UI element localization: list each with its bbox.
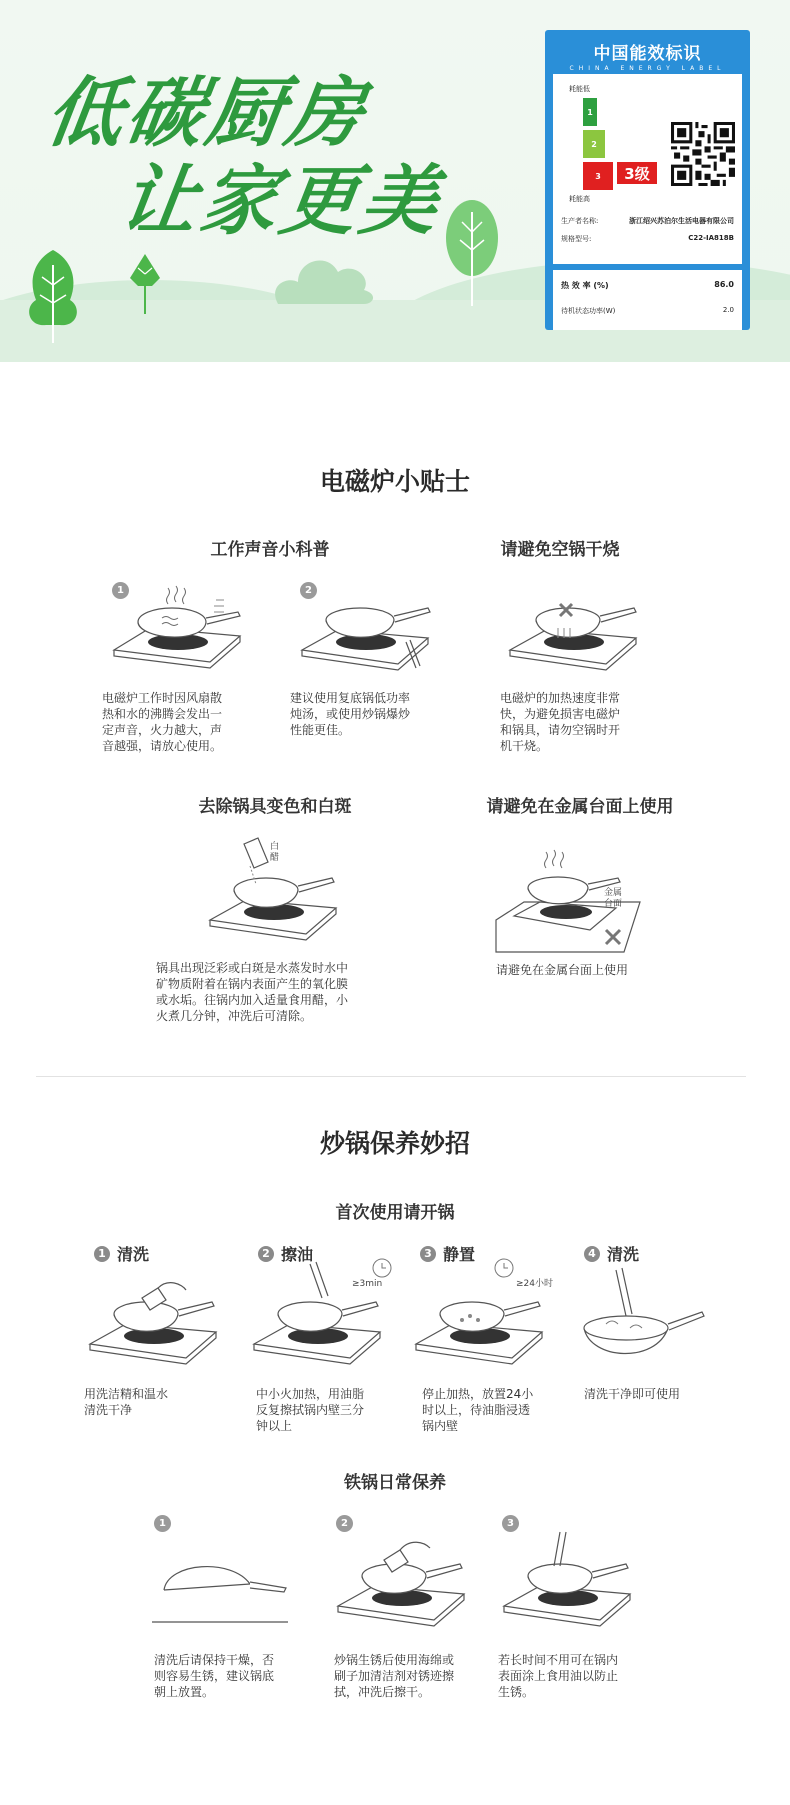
induction-cooktop-pan-illustration	[110, 578, 250, 678]
standby-row	[561, 306, 734, 316]
daily-step-number-1: 1	[154, 1515, 171, 1532]
tree-icon	[442, 198, 502, 308]
daily-step-1-text: 清洗后请保持干燥，否 则容易生锈，建议锅底 朝上放置。	[154, 1653, 275, 1699]
tips-dry-heat-title: 请避免空锅干烧	[500, 540, 620, 560]
tips-dry-heat-text: 电磁炉的加热速度非常 快，为避免损害电磁炉 和锅具，请勿空锅时开 机干烧。	[500, 691, 621, 753]
energy-label-grade-panel	[553, 74, 742, 264]
manufacturer-value: 浙江绍兴苏泊尔生活电器有限公司	[629, 217, 734, 225]
care-step-2-text: 中小火加热，用油脂 反复擦拭锅内壁三分 钟以上	[256, 1387, 365, 1433]
grade-bar-3: 3	[583, 162, 613, 190]
energy-label-subtitle: CHINA ENERGY LABEL	[569, 65, 726, 72]
care-step-4-title: 4 清洗	[584, 1242, 639, 1265]
tips-section-title: 电磁炉小贴士	[319, 467, 470, 496]
step-number-1: 1	[112, 582, 129, 599]
daily-step-3-text: 若长时间不用可在锅内 表面涂上食用油以防止 生锈。	[498, 1653, 619, 1699]
wash-pan-illustration	[86, 1268, 226, 1378]
tips-discoloration-text: 锅具出现泛彩或白斑是水蒸发时水中 矿物质附着在锅内表面产生的氧化膜 或水垢。往锅内加入适量食用醋，小 火煮几分钟，冲洗后可清除。	[156, 961, 349, 1023]
oil-duration-note: ≥3min	[352, 1279, 383, 1289]
grade-bar-2: 2	[583, 130, 605, 158]
tips-metal-surface-text: 请避免在金属台面上使用	[496, 963, 629, 977]
cloud-bush-icon	[268, 246, 378, 306]
hero-banner	[0, 0, 790, 362]
grade-bar-1: 1	[583, 98, 597, 126]
tree-icon	[128, 252, 162, 316]
care-step-3-text: 停止加热，放置24小 时以上，待油脂浸透 锅内壁	[422, 1387, 534, 1433]
tree-icon	[20, 245, 86, 345]
first-use-title: 首次使用请开锅	[335, 1203, 455, 1223]
tips-discoloration-title: 去除锅具变色和白斑	[198, 797, 352, 817]
daily-step-number-2: 2	[336, 1515, 353, 1532]
low-consumption-label: 耗能低	[569, 85, 590, 93]
daily-step-2-text: 炒锅生锈后使用海绵或 刷子加清洁剂对锈迹擦 拭，冲洗后擦干。	[334, 1653, 455, 1699]
model-label: 规格型号:	[561, 235, 592, 243]
model-row	[561, 234, 734, 244]
efficiency-label: 热 效 率 (%)	[561, 281, 609, 290]
care-step-1-text: 用洗洁精和温水 清洗干净	[84, 1387, 169, 1417]
care-step-2-title: 2 擦油	[258, 1242, 313, 1265]
tips-step1-text: 电磁炉工作时因风扇散 热和水的沸腾会发出一 定声音，火力越大，声 音越强，请放心使用。	[102, 691, 223, 753]
section-divider	[36, 1076, 746, 1077]
daily-step-number-3: 3	[502, 1515, 519, 1532]
upside-down-pan-illustration	[150, 1540, 290, 1630]
care-step-1-number: 1	[94, 1246, 110, 1262]
step-number-2: 2	[300, 582, 317, 599]
manufacturer-row	[561, 216, 734, 226]
qr-code-icon	[671, 122, 735, 186]
standby-value: 2.0	[722, 306, 734, 314]
manufacturer-label: 生产者名称:	[561, 217, 599, 225]
care-step-3-title: 3 静置	[420, 1242, 475, 1265]
energy-label-standard: 依据国家标准: GB 21456-2014	[603, 320, 692, 327]
care-step-2-number: 2	[258, 1246, 274, 1262]
empty-pan-warning-illustration	[506, 584, 646, 684]
grade-badge: 3级	[617, 162, 657, 184]
tips-sound-title: 工作声音小科普	[210, 540, 330, 560]
induction-cooktop-wok-illustration	[298, 584, 438, 684]
care-step-1-title: 1 清洗	[94, 1242, 149, 1265]
care-step-3-number: 3	[420, 1246, 436, 1262]
model-value: C22-IA818B	[688, 234, 734, 242]
tips-metal-surface-title: 请避免在金属台面上使用	[486, 797, 674, 817]
scrub-rust-illustration	[334, 1526, 484, 1636]
standby-label: 待机状态功率(W)	[561, 307, 616, 315]
daily-care-title: 铁锅日常保养	[344, 1473, 446, 1493]
metal-surface-label: 金属台面	[604, 888, 623, 909]
rinse-wok-illustration	[576, 1266, 706, 1378]
care-step-4-number: 4	[584, 1246, 600, 1262]
oil-coat-illustration	[500, 1526, 650, 1636]
care-step-4-text: 清洗干净即可使用	[584, 1387, 681, 1401]
efficiency-value: 86.0	[714, 280, 734, 289]
energy-label-title: 中国能效标识	[593, 44, 702, 64]
oil-pan-illustration	[250, 1254, 400, 1378]
rest-duration-note: ≥24小时	[516, 1279, 553, 1289]
energy-label	[545, 30, 750, 330]
banner-headline-line2: 让家更美	[114, 156, 448, 245]
tips-step2-text: 建议使用复底锅低功率 炖汤，或使用炒锅爆炒 性能更佳。	[290, 691, 411, 737]
rest-pan-illustration	[412, 1254, 562, 1378]
care-section-title: 炒锅保养妙招	[319, 1129, 470, 1158]
vinegar-bottle-label: 白醋	[270, 842, 280, 863]
high-consumption-label: 耗能高	[569, 195, 590, 203]
efficiency-row	[561, 280, 734, 291]
banner-headline-line1: 低碳厨房	[40, 68, 374, 157]
